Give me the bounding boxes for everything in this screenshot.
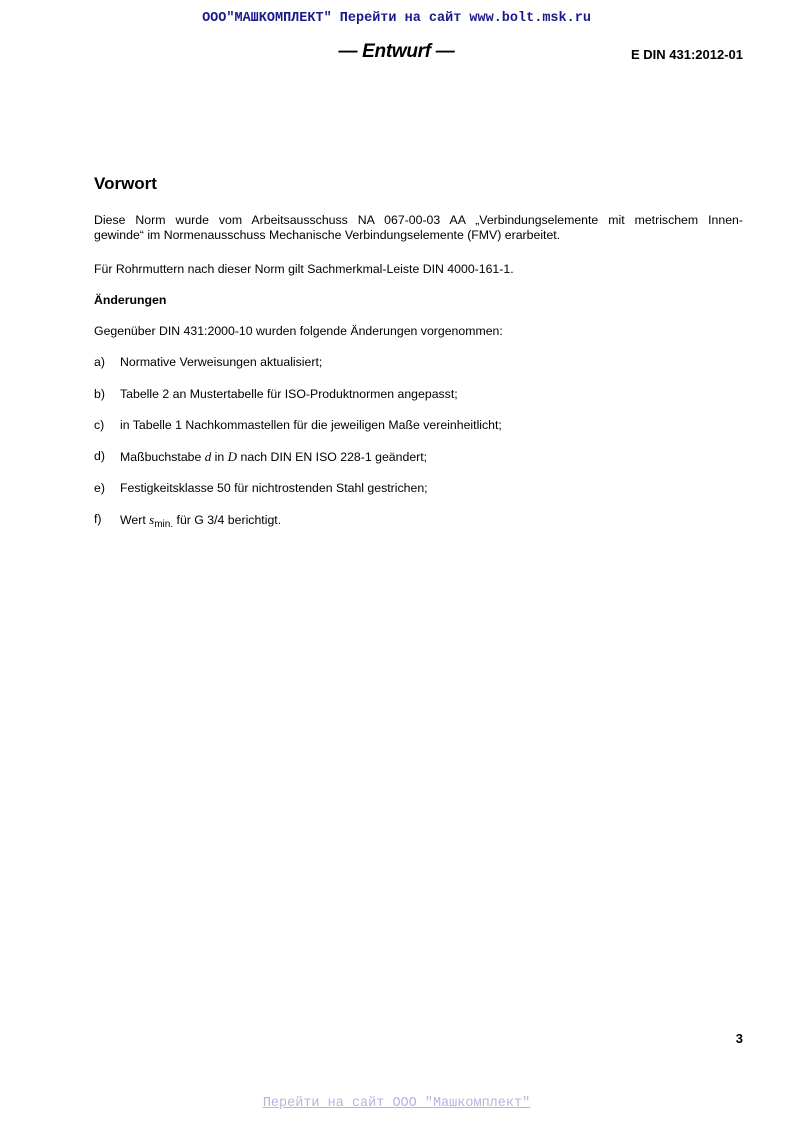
list-marker: a) [94, 355, 105, 369]
list-marker: e) [94, 481, 105, 495]
paragraph-rohrmuttern: Für Rohrmuttern nach dieser Norm gilt Sachmerkmal-Leiste DIN 4000-161-1. [94, 262, 514, 276]
list-marker: d) [94, 449, 105, 463]
text: nach DIN EN ISO 228-1 geändert; [237, 450, 428, 464]
list-text: in Tabelle 1 Nachkommastellen für die jeweiligen Maße vereinheitlicht; [120, 418, 502, 432]
list-text: Tabelle 2 an Mustertabelle für ISO-Produktnormen angepasst; [120, 387, 458, 401]
list-text [120, 512, 281, 528]
text: Wert [120, 513, 150, 527]
list-text [120, 449, 427, 465]
site-link-bottom[interactable]: Перейти на сайт ООО "Машкомплект" [262, 1096, 531, 1111]
symbol-d: d [204, 449, 212, 464]
list-marker: b) [94, 387, 105, 401]
list-marker: c) [94, 418, 105, 432]
paragraph-changes-intro: Gegenüber DIN 431:2000-10 wurden folgende Änderungen vorgenommen: [94, 324, 503, 338]
text: in [211, 450, 228, 464]
site-link-top[interactable]: ООО"МАШКОМПЛЕКТ" Перейти на сайт www.bolt.msk.ru [202, 11, 591, 26]
list-text: Festigkeitsklasse 50 für nichtrostenden Stahl gestrichen; [120, 481, 428, 495]
text: für G 3/4 berichtigt. [173, 513, 282, 527]
paragraph-line: Diese Norm wurde vom Arbeitsausschuss NA 067-00-03 AA „Verbindungselemente mit metrischem Innen- [94, 213, 743, 227]
text: Maßbuchstabe [120, 450, 205, 464]
list-marker: f) [94, 512, 102, 526]
document-id: E DIN 431:2012-01 [630, 47, 743, 62]
paragraph-intro [94, 213, 743, 243]
list-text: Normative Verweisungen aktualisiert; [120, 355, 323, 369]
section-title: Vorwort [94, 174, 157, 193]
subheading-changes: Änderungen [94, 293, 167, 307]
paragraph-line: gewinde“ im Normenausschuss Mechanische Verbindungselemente (FMV) erarbeitet. [94, 228, 561, 242]
draft-label: — Entwurf — [338, 41, 455, 62]
page-number: 3 [735, 1031, 743, 1046]
subscript-min: min. [154, 519, 174, 530]
symbol-s: s [149, 512, 155, 527]
symbol-D: D [227, 449, 238, 464]
